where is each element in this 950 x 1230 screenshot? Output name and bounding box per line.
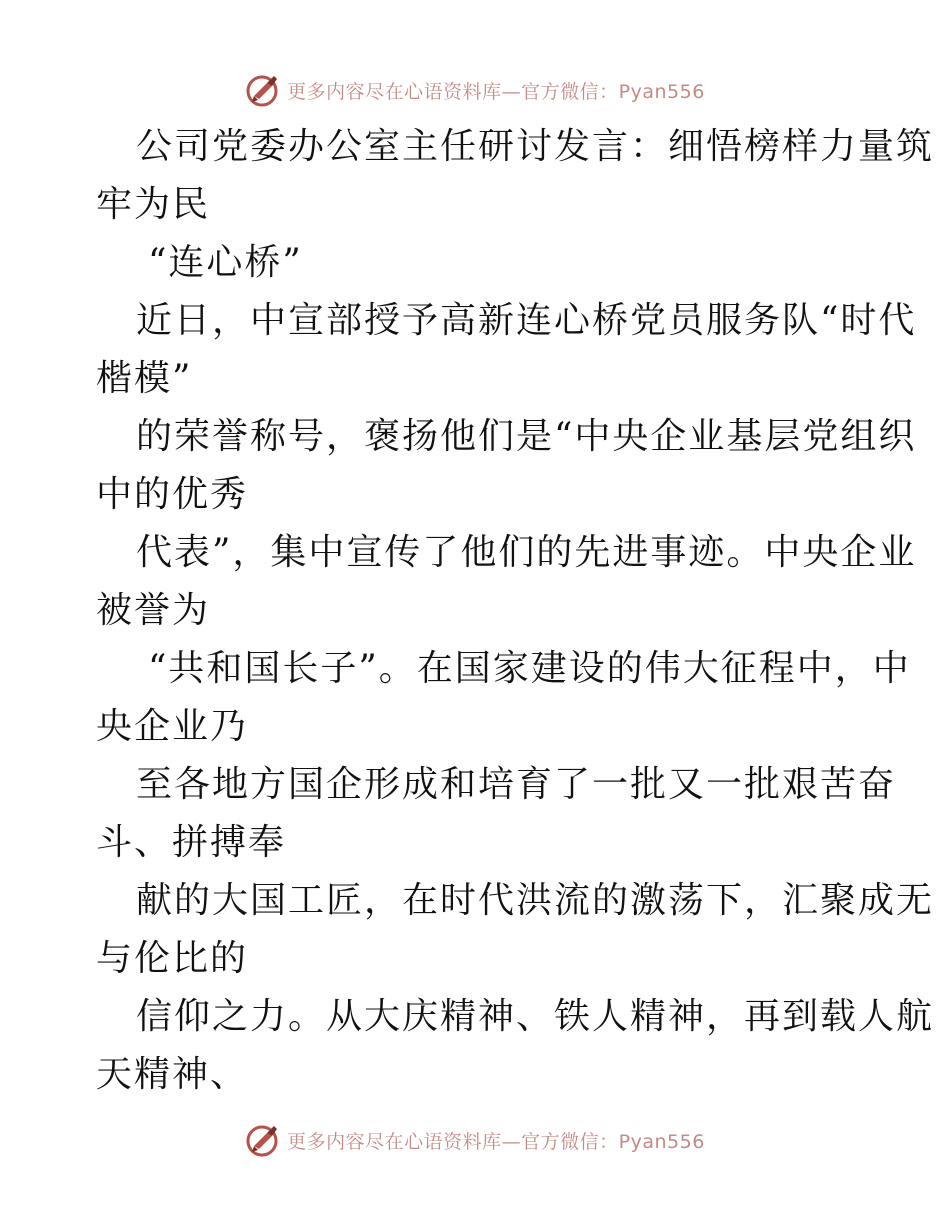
paragraph-line: 被誉为 [96, 590, 211, 631]
paragraph-line: 天精神、 [96, 1054, 249, 1095]
library-logo-icon [245, 72, 281, 108]
paragraph-line: 中的优秀 [96, 474, 249, 515]
paragraph-line: 与伦比的 [96, 938, 249, 979]
watermark-footer [0, 1120, 950, 1160]
library-logo-icon [245, 1122, 281, 1158]
paragraph-line: 近日，中宣部授予高新连心桥党员服务队“时代 [136, 300, 917, 341]
watermark-text-en: Pyan556 [618, 80, 705, 103]
paragraph-line: 献的大国工匠，在时代洪流的激荡下，汇聚成无 [136, 880, 935, 921]
paragraph-line: 楷模” [96, 358, 193, 399]
watermark-text-cn: 更多内容尽在心语资料库—官方微信： [287, 80, 619, 103]
title-line-3: “连心桥” [148, 242, 303, 283]
watermark-header [0, 70, 950, 110]
watermark-text [287, 77, 705, 104]
paragraph-line: 信仰之力。从大庆精神、铁人精神，再到载人航 [136, 996, 935, 1037]
paragraph-line: 代表”，集中宣传了他们的先进事迹。中央企业 [136, 532, 917, 573]
title-line-1: 公司党委办公室主任研讨发言：细悟榜样力量筑 [136, 126, 935, 167]
watermark-text [287, 1127, 705, 1154]
paragraph-line: “共和国长子”。在国家建设的伟大征程中，中 [148, 648, 911, 689]
paragraph-line: 央企业乃 [96, 706, 249, 747]
paragraph-line: 的荣誉称号，褒扬他们是“中央企业基层党组织 [136, 416, 917, 457]
title-line-2: 牢为民 [96, 184, 211, 225]
paragraph-line: 至各地方国企形成和培育了一批又一批艰苦奋 [136, 764, 897, 805]
watermark-text-en: Pyan556 [618, 1130, 705, 1153]
paragraph-line: 斗、拼搏奉 [96, 822, 287, 863]
document-body [96, 118, 935, 1104]
watermark-text-cn: 更多内容尽在心语资料库—官方微信： [287, 1130, 619, 1153]
